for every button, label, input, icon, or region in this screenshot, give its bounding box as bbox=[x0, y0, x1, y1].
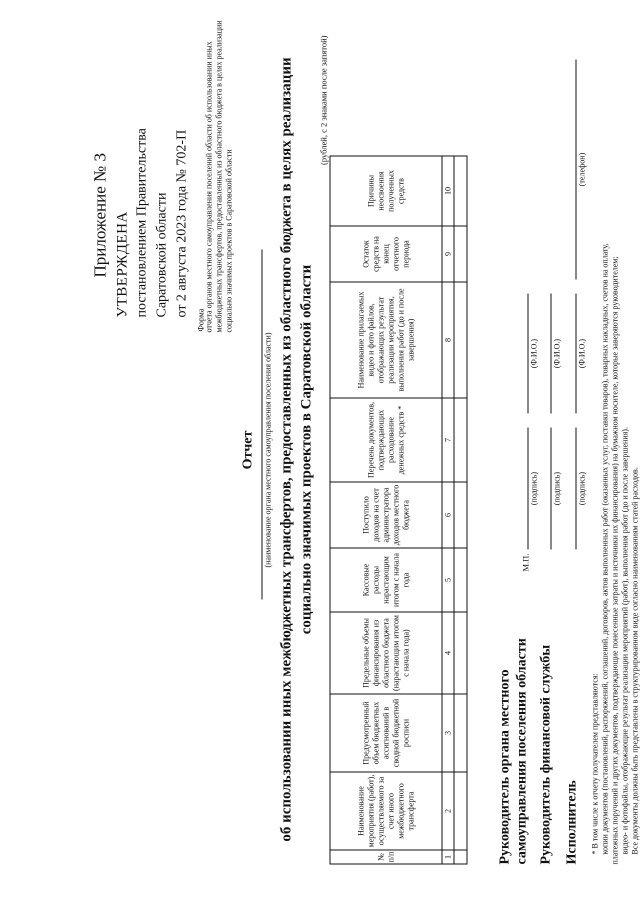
col-header-reasons: Причины неосвоения полученных средств bbox=[330, 156, 442, 226]
head-label-line-2: самоуправления поселения области bbox=[514, 637, 529, 864]
approved-line-1: постановлением Правительства bbox=[134, 127, 149, 317]
column-number: 9 bbox=[442, 226, 454, 282]
table-cell[interactable] bbox=[454, 694, 467, 772]
approved-heading: УТВЕРЖДЕНА bbox=[114, 210, 130, 317]
footnote-line-3: платежных поручений и других документов, подтверждающие понесенные затраты и источники их финансирования) на бумажном носителе, которые заверяются руководителем; bbox=[610, 255, 619, 864]
stamp-placeholder: М.П. bbox=[520, 553, 530, 571]
column-number: 1 bbox=[442, 850, 454, 864]
column-number: 2 bbox=[442, 772, 454, 850]
table-column-number-row bbox=[442, 156, 454, 864]
head-signature-caption: (подпись) bbox=[529, 471, 538, 505]
finance-name-line[interactable] bbox=[550, 293, 551, 413]
executor-phone-line[interactable] bbox=[575, 59, 576, 279]
footnote-line-4: видео- и фотофайлы, отображающие результат реализации мероприятий (работ), выполнения работ (до и после завершения). bbox=[620, 426, 629, 854]
col-header-remaining-balance: Остаток средств на конец отчетного периода bbox=[330, 226, 442, 282]
table-header-row bbox=[330, 156, 442, 864]
head-signature-line[interactable] bbox=[527, 427, 528, 549]
table-cell[interactable] bbox=[454, 548, 467, 612]
executor-signature-label: Исполнитель bbox=[564, 779, 579, 864]
currency-unit-note: (рублей, с 2 знаками после запятой) bbox=[318, 35, 328, 165]
report-title-line-2: социально значимых проектов в Саратовской области bbox=[298, 264, 314, 634]
form-label: Форма bbox=[196, 308, 205, 331]
col-header-revenues-received: Поступило доходов на счет администратора доходов местного бюджета bbox=[330, 482, 442, 548]
table-cell[interactable] bbox=[454, 612, 467, 694]
footnote-intro: * В том числе к отчету получателем представляются: bbox=[590, 672, 599, 854]
col-header-planned-allocations: Предусмотренный объем бюджетных ассигнований в сводной бюджетной росписи bbox=[330, 694, 442, 772]
executor-signature-caption: (подпись) bbox=[577, 471, 586, 505]
report-title bbox=[276, 29, 316, 869]
column-number: 5 bbox=[442, 548, 454, 612]
column-number: 8 bbox=[442, 282, 454, 398]
approved-line-3: от 2 августа 2023 года № 702-П bbox=[174, 129, 189, 317]
org-name-line bbox=[261, 249, 262, 599]
column-number: 4 bbox=[442, 612, 454, 694]
report-table bbox=[329, 155, 467, 864]
table-cell[interactable] bbox=[454, 398, 467, 482]
finance-name-caption: (Ф.И.О.) bbox=[552, 338, 561, 368]
report-heading: Отчет bbox=[240, 430, 255, 469]
report-title-line-1: об использовании иных межбюджетных трансфертов, предоставленных из областного бюджета в целях реализации bbox=[278, 56, 294, 842]
head-label-line-1: Руководитель органа местного bbox=[497, 669, 512, 864]
finance-signature-caption: (подпись) bbox=[552, 471, 561, 505]
column-number: 7 bbox=[442, 398, 454, 482]
head-name-line[interactable] bbox=[527, 293, 528, 413]
col-header-media-files: Наименование прилагаемых видео и фото файлов, отображающих результат реализации мероприятия, выполнения работ (до и после завершения) bbox=[330, 282, 442, 398]
table-row bbox=[454, 156, 467, 864]
col-header-documents-list: Перечень документов, подтверждающих расходование денежных средств * bbox=[330, 398, 442, 482]
col-header-funding-limits: Предельные объемы финансирования из областного бюджета (нарастающим итогом с начала года) bbox=[330, 612, 442, 694]
table-cell[interactable] bbox=[454, 850, 467, 864]
table-cell[interactable] bbox=[454, 482, 467, 548]
col-header-number: № п/п bbox=[330, 850, 442, 864]
column-number: 3 bbox=[442, 694, 454, 772]
appendix-number: Приложение № 3 bbox=[90, 152, 109, 277]
table-cell[interactable] bbox=[454, 282, 467, 398]
footnote-line-2: копии документов (постановлений, распоряжений, соглашений, договоров, актов выполненных работ (оказанных услуг, поставки товаров), товарных накладных, счетов на оплату, bbox=[600, 242, 609, 854]
column-number: 10 bbox=[442, 156, 454, 226]
finance-signature-label: Руководитель финансовой службы bbox=[538, 644, 553, 864]
table-cell[interactable] bbox=[454, 156, 467, 226]
approval-block bbox=[112, 17, 192, 317]
form-description: отчета органов местного самоуправления поселений области об использовании иных межбюджетных трансфертов, предоставленных из областного бюджета в целях реализации социально значимых проектов в Саратовской области bbox=[204, 19, 233, 332]
head-signature-label bbox=[496, 638, 530, 864]
executor-name-caption: (Ф.И.О.) bbox=[577, 338, 586, 368]
approved-line-2: Саратовской области bbox=[154, 192, 169, 317]
head-name-caption: (Ф.И.О.) bbox=[529, 338, 538, 368]
executor-phone-caption: (телефон) bbox=[577, 152, 586, 186]
executor-signature-line[interactable] bbox=[575, 427, 576, 549]
org-name-caption: (наименование органа местного самоуправления поселения области) bbox=[263, 332, 272, 568]
finance-signature-line[interactable] bbox=[550, 427, 551, 549]
table-cell[interactable] bbox=[454, 226, 467, 282]
col-header-cash-expenses: Кассовые расходы нарастающим итогом с начала года bbox=[330, 548, 442, 612]
column-number: 6 bbox=[442, 482, 454, 548]
table-cell[interactable] bbox=[454, 772, 467, 850]
footnote-line-5: Все документы должны быть представлены в структурированном виде согласно наименованиям статей расходов. bbox=[630, 466, 639, 854]
executor-name-line[interactable] bbox=[575, 293, 576, 413]
col-header-activity: Наименование мероприятия (работ), осуществляемого за счет иного межбюджетного трансферта bbox=[330, 772, 442, 850]
